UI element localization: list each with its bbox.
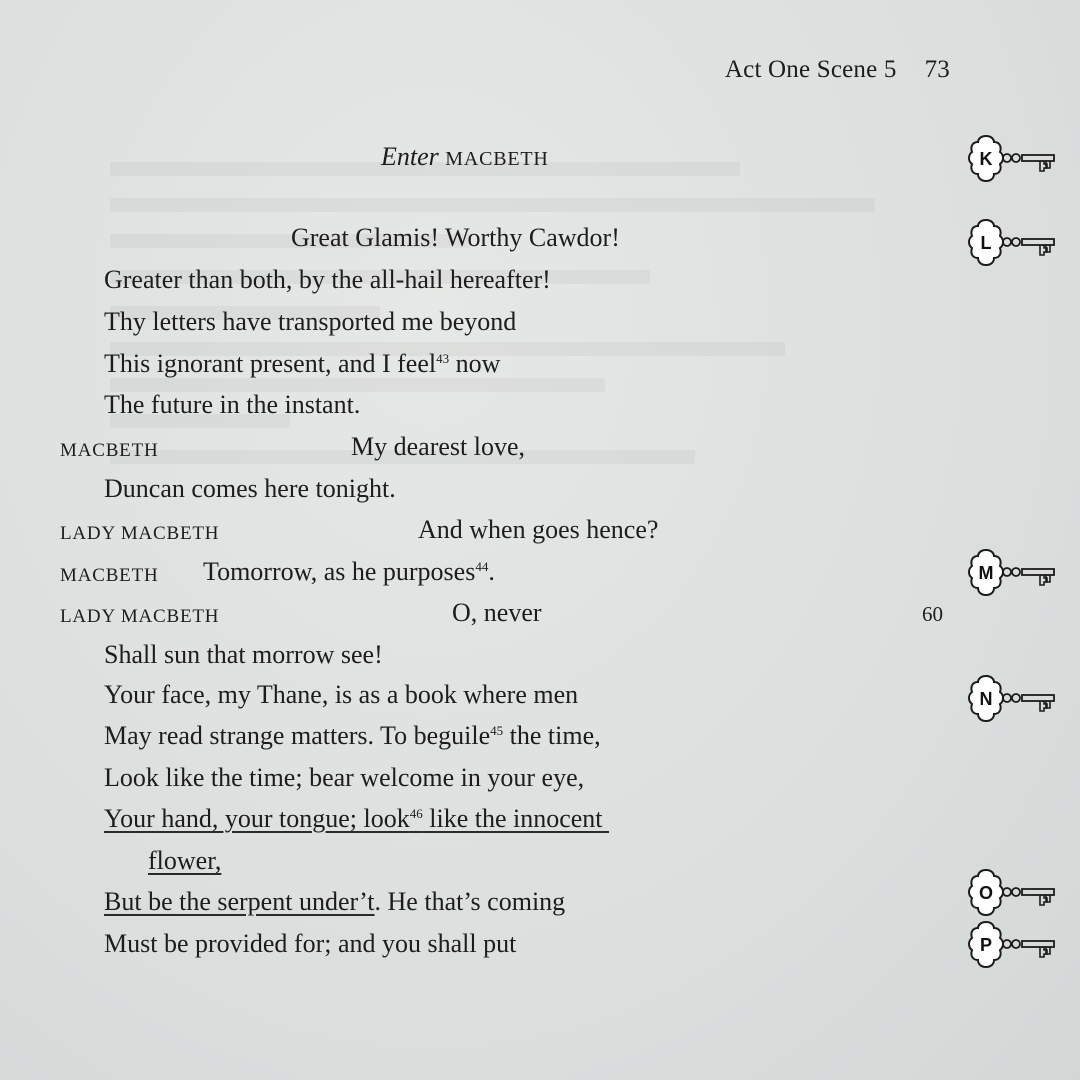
key-letter: L [980, 233, 992, 253]
underlined-verse-line: flower, [148, 846, 222, 875]
key-letter: M [978, 563, 994, 583]
verse-line: Shall sun that morrow see! [104, 640, 383, 669]
underlined-verse-line [104, 804, 609, 834]
verse-line [104, 721, 601, 751]
verse-line: And when goes hence? [418, 515, 659, 544]
footnote-ref: 44 [475, 559, 489, 574]
verse-line: Greater than both, by the all-hail hereafter! [104, 265, 551, 294]
footnote-ref: 43 [436, 351, 450, 366]
verse-line: Duncan comes here tonight. [104, 474, 396, 503]
speaker-name: LADY MACBETH [60, 523, 220, 544]
page-number: 73 [924, 56, 950, 83]
verse-line: My dearest love, [351, 432, 526, 461]
verse-text: Tomorrow, as he purposes [203, 557, 476, 586]
verse-text: This ignorant present, and I feel [104, 349, 437, 378]
key-letter: K [979, 149, 993, 169]
footnote-ref: 45 [490, 723, 504, 738]
speaker-name: MACBETH [60, 440, 159, 461]
verse-line: Your face, my Thane, is as a book where men [104, 680, 579, 709]
verse-text: . He that’s coming [374, 887, 566, 916]
verse-text: now [449, 349, 501, 378]
verse-line [203, 557, 495, 587]
key-letter: N [979, 689, 993, 709]
key-letter: O [978, 883, 994, 903]
key-icon [966, 916, 1058, 972]
verse-text: . [488, 557, 495, 586]
key-icon [966, 670, 1058, 726]
verse-line: O, never [452, 598, 542, 627]
stage-direction-character: MACBETH [445, 148, 549, 170]
verse-line [104, 349, 500, 379]
verse-line: Great Glamis! Worthy Cawdor! [291, 223, 620, 252]
stage-direction [381, 142, 549, 174]
key-icon [966, 864, 1058, 920]
verse-line: Thy letters have transported me beyond [104, 307, 517, 336]
speaker-name: LADY MACBETH [60, 606, 220, 627]
verse-text: like the innocent [422, 804, 603, 833]
line-number: 60 [922, 602, 943, 626]
verse-text: Your hand, your tongue; look [104, 804, 410, 833]
verse-line: Must be provided for; and you shall put [104, 929, 517, 958]
key-icon [966, 544, 1058, 600]
key-icon [966, 214, 1058, 270]
footnote-ref: 46 [409, 806, 423, 821]
header-title: Act One Scene 5 [724, 56, 897, 83]
verse-line: The future in the instant. [104, 390, 361, 419]
verse-line [104, 887, 565, 917]
verse-line: Look like the time; bear welcome in your eye, [104, 763, 585, 792]
running-header [725, 56, 950, 84]
underlined-text: But be the serpent under’t [104, 887, 375, 916]
verse-text: May read strange matters. To beguile [104, 721, 491, 750]
speaker-name: MACBETH [60, 565, 159, 586]
key-letter: P [979, 935, 993, 955]
verse-text: the time, [503, 721, 601, 750]
key-icon [966, 130, 1058, 186]
stage-direction-verb: Enter [381, 142, 439, 171]
